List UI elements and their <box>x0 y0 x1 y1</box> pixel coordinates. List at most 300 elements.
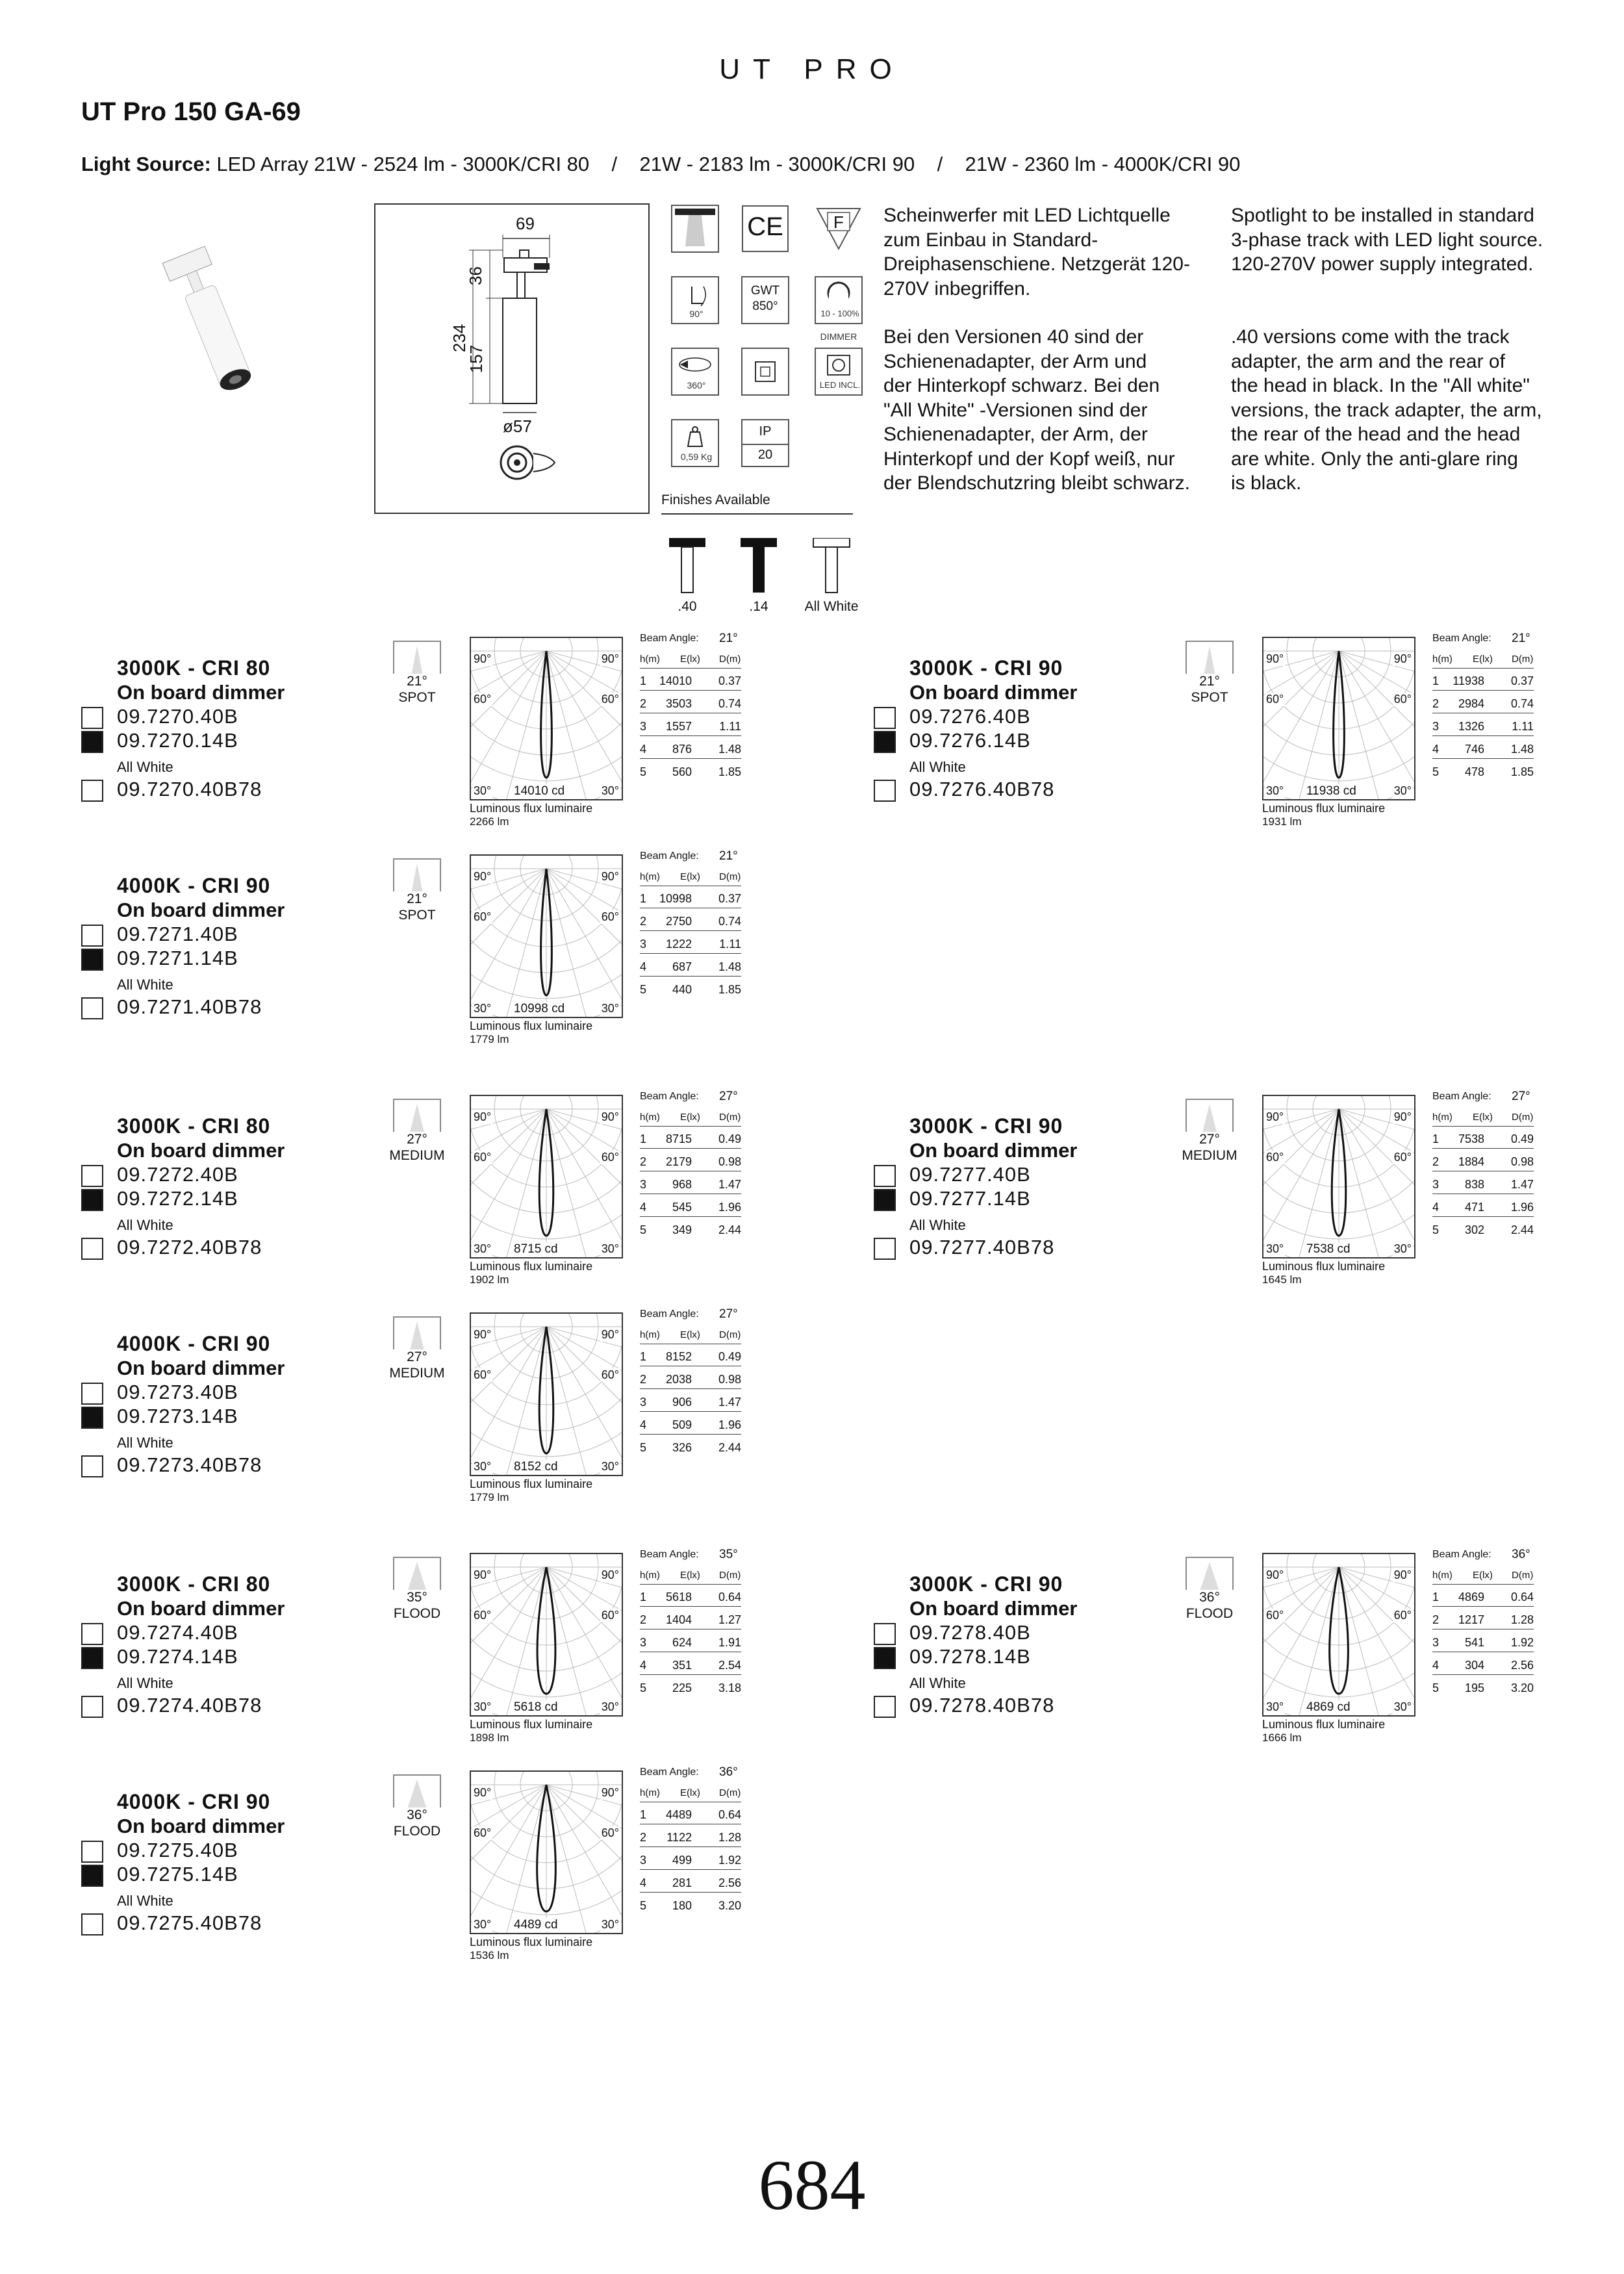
cell-e: 624 <box>672 1636 692 1649</box>
angle-label-60-right: 60° <box>1393 693 1412 706</box>
column-e: E(lx) <box>1473 1112 1493 1123</box>
table-header-row <box>640 1570 741 1585</box>
angle-label-30-left: 30° <box>474 1460 492 1473</box>
cell-h: 2 <box>640 1373 647 1386</box>
cell-e: 180 <box>672 1899 692 1912</box>
finish-checkbox-all-white[interactable] <box>81 997 103 1019</box>
polar-diagram <box>470 1312 623 1476</box>
flux-label: Luminous flux luminaire <box>470 1718 593 1731</box>
flux-label: Luminous flux luminaire <box>470 802 593 815</box>
peak-intensity: 5618 cd <box>514 1700 558 1714</box>
finish-checkbox-all-white[interactable] <box>81 780 103 802</box>
table-row <box>640 1875 741 1893</box>
table-row <box>1432 1222 1534 1239</box>
vertical-rotation-icon: 90° <box>671 276 719 324</box>
product-subtitle: On board dimmer <box>117 899 285 921</box>
angle-label-30-right: 30° <box>1393 784 1412 797</box>
finish-checkbox-14[interactable] <box>81 949 103 971</box>
product-title: 4000K - CRI 90 <box>117 1332 271 1355</box>
finish-checkbox-14[interactable] <box>81 1189 103 1211</box>
finish-checkbox-all-white[interactable] <box>874 1696 896 1718</box>
column-e: E(lx) <box>1473 654 1493 665</box>
product-subtitle: On board dimmer <box>117 681 285 704</box>
angle-label-60-left: 60° <box>474 1609 492 1622</box>
finish-checkbox-14[interactable] <box>81 1407 103 1429</box>
beam-angle-label: Beam Angle: <box>1432 1549 1491 1560</box>
finish-checkbox-14[interactable] <box>874 1189 896 1211</box>
beam-angle-value: 35° <box>719 1548 738 1561</box>
cell-h: 4 <box>640 1418 647 1431</box>
flux-value: 1898 lm <box>470 1731 509 1744</box>
angle-label-60-left: 60° <box>474 693 492 706</box>
finish-checkbox-40[interactable] <box>81 1841 103 1863</box>
cell-d: 0.64 <box>718 1808 741 1821</box>
angle-label-90-right: 90° <box>601 1328 619 1341</box>
cell-d: 1.85 <box>1510 765 1534 778</box>
description-en-2: .40 versions come with the track adapter, the arm and the rear of the head in black. In the "All white" versions, the track adapter, the arm, the rear of the head and the head are white. Only the anti-glare ring is black. <box>1231 326 1542 494</box>
angle-label-90-left: 90° <box>474 1786 492 1799</box>
finish-checkbox-14[interactable] <box>81 1865 103 1887</box>
ip-rating-icon: IP 20 <box>741 419 789 467</box>
cell-d: 1.47 <box>1510 1178 1534 1191</box>
cell-d: 1.11 <box>1512 720 1534 733</box>
cell-e: 838 <box>1464 1178 1484 1191</box>
cell-d: 0.37 <box>1510 674 1534 687</box>
flux-label: Luminous flux luminaire <box>470 1260 593 1273</box>
finish-checkbox-40[interactable] <box>874 707 896 729</box>
dim-width: 69 <box>516 214 535 233</box>
cell-d: 1.48 <box>1510 743 1534 756</box>
peak-intensity: 8715 cd <box>514 1242 558 1256</box>
angle-label-30-right: 30° <box>1393 1700 1412 1713</box>
angle-label-90-right: 90° <box>601 870 619 883</box>
cell-e: 14010 <box>659 674 692 687</box>
all-white-label: All White <box>117 1893 173 1909</box>
peak-intensity: 8152 cd <box>514 1460 558 1474</box>
cell-h: 1 <box>640 1350 647 1363</box>
angle-label-90-right: 90° <box>1393 1568 1412 1581</box>
cell-e: 225 <box>672 1681 692 1694</box>
product-code-all-white: 09.7273.40B78 <box>117 1453 262 1476</box>
finish-label-40: .40 <box>678 599 697 614</box>
cell-h: 3 <box>1432 1178 1440 1191</box>
finish-checkbox-40[interactable] <box>81 1623 103 1645</box>
finish-checkbox-40[interactable] <box>81 707 103 729</box>
finish-checkbox-all-white[interactable] <box>81 1238 103 1260</box>
cell-d: 1.48 <box>718 960 741 973</box>
dimmer-icon: 10 - 100% <box>815 276 863 324</box>
finish-checkbox-all-white[interactable] <box>81 1455 103 1477</box>
separator: / <box>611 153 618 175</box>
cell-d: 1.92 <box>718 1854 741 1867</box>
table-row <box>640 1131 741 1149</box>
flux-value: 1931 lm <box>1262 815 1302 828</box>
angle-label-90-right: 90° <box>601 652 619 665</box>
angle-label-30-right: 30° <box>601 1242 619 1255</box>
column-h: h(m) <box>640 1329 660 1340</box>
peak-intensity: 4869 cd <box>1306 1700 1351 1714</box>
finish-checkbox-14[interactable] <box>874 731 896 753</box>
beam-angle-label: Beam Angle: <box>640 633 699 644</box>
product-code-all-white: 09.7274.40B78 <box>117 1694 262 1717</box>
page-number: 684 <box>758 2145 866 2225</box>
beam-angle-label: Beam Angle: <box>640 1091 699 1102</box>
cell-h: 2 <box>640 1155 647 1168</box>
cell-h: 5 <box>1432 1681 1440 1694</box>
column-d: D(m) <box>719 1787 741 1798</box>
all-white-label: All White <box>117 977 173 993</box>
column-e: E(lx) <box>1473 1570 1493 1581</box>
model-title: UT Pro 150 GA-69 <box>81 97 301 126</box>
beam-degree: 21° <box>393 674 441 689</box>
all-white-label: All White <box>117 759 173 775</box>
column-h: h(m) <box>1432 1112 1453 1123</box>
cell-h: 5 <box>640 1899 647 1912</box>
angle-label-30-left: 30° <box>1266 1242 1284 1255</box>
table-row <box>640 1830 741 1847</box>
product-code-40: 09.7271.40B <box>117 923 238 945</box>
weight-icon: 0,59 Kg <box>671 419 719 467</box>
product-code-40: 09.7273.40B <box>117 1381 238 1403</box>
beam-angle-label: Beam Angle: <box>640 1767 699 1778</box>
table-row <box>1432 696 1534 713</box>
flux-value: 2266 lm <box>470 815 509 828</box>
product-title: 3000K - CRI 90 <box>909 1114 1063 1138</box>
polar-diagram <box>1262 637 1415 800</box>
beam-degree: 27° <box>393 1349 441 1365</box>
cell-e: 11938 <box>1453 674 1484 687</box>
flux-label: Luminous flux luminaire <box>1262 1260 1386 1273</box>
table-row <box>640 1898 741 1915</box>
table-row <box>1432 673 1534 691</box>
beam-degree: 36° <box>1186 1590 1234 1605</box>
f-mark-icon: F <box>815 205 863 253</box>
polar-diagram <box>470 1095 623 1258</box>
flux-label: Luminous flux luminaire <box>1262 1718 1386 1731</box>
table-row <box>1432 1199 1534 1217</box>
angle-label-90-left: 90° <box>474 870 492 883</box>
product-code-40: 09.7270.40B <box>117 705 238 728</box>
cell-e: 1217 <box>1458 1613 1484 1626</box>
cell-e: 509 <box>672 1418 692 1431</box>
cell-d: 3.20 <box>718 1899 741 1912</box>
finishes-title: Finishes Available <box>661 492 770 507</box>
cell-h: 5 <box>640 1223 647 1236</box>
cell-e: 326 <box>672 1441 692 1454</box>
finish-checkbox-all-white[interactable] <box>874 780 896 802</box>
product-code-14: 09.7276.14B <box>909 729 1031 752</box>
angle-label-60-right: 60° <box>601 1368 619 1381</box>
table-row <box>640 1680 741 1697</box>
beam-type: FLOOD <box>393 1606 441 1621</box>
flux-value: 1902 lm <box>470 1273 509 1286</box>
beam-angle-value: 27° <box>719 1090 738 1103</box>
column-d: D(m) <box>719 1329 741 1340</box>
cell-h: 1 <box>640 1132 647 1145</box>
column-e: E(lx) <box>680 1787 700 1798</box>
finish-label-all-white: All White <box>804 599 859 614</box>
angle-label-30-right: 30° <box>1393 1242 1412 1255</box>
table-row <box>640 1372 741 1389</box>
finish-label-14: .14 <box>749 599 768 614</box>
table-row <box>1432 1131 1534 1149</box>
cell-e: 195 <box>1464 1681 1484 1694</box>
product-code-all-white: 09.7278.40B78 <box>909 1694 1055 1717</box>
angle-label-30-left: 30° <box>1266 1700 1284 1713</box>
cell-d: 0.37 <box>718 892 741 905</box>
dimmer-label: DIMMER <box>820 331 857 342</box>
angle-label-30-left: 30° <box>474 1700 492 1713</box>
cell-d: 1.96 <box>718 1418 741 1431</box>
cell-d: 1.47 <box>718 1178 741 1191</box>
cell-d: 1.85 <box>718 765 741 778</box>
cell-d: 1.92 <box>1510 1636 1534 1649</box>
table-row <box>1432 1657 1534 1675</box>
column-e: E(lx) <box>680 1570 700 1581</box>
table-row <box>640 959 741 977</box>
product-code-14: 09.7275.14B <box>117 1863 238 1885</box>
table-row <box>640 1394 741 1412</box>
cell-d: 0.49 <box>718 1132 741 1145</box>
product-subtitle: On board dimmer <box>117 1815 285 1837</box>
beam-angle-value: 21° <box>1512 632 1530 645</box>
beam-degree: 36° <box>393 1808 441 1823</box>
cell-h: 4 <box>640 1201 647 1214</box>
cell-h: 4 <box>1432 1201 1440 1214</box>
cell-d: 0.98 <box>1510 1155 1534 1168</box>
cell-d: 2.56 <box>718 1876 741 1889</box>
gwt-icon: GWT 850° <box>741 276 789 324</box>
column-h: h(m) <box>640 871 660 882</box>
finish-checkbox-14[interactable] <box>81 1647 103 1669</box>
table-header-row <box>1432 654 1534 669</box>
finish-checkbox-14[interactable] <box>874 1647 896 1669</box>
angle-label-90-left: 90° <box>1266 1568 1284 1581</box>
table-row <box>1432 1680 1534 1697</box>
cell-h: 1 <box>1432 1132 1440 1145</box>
cell-e: 2179 <box>665 1155 692 1168</box>
angle-label-60-left: 60° <box>474 1826 492 1839</box>
beam-angle-value: 21° <box>719 632 738 645</box>
product-code-40: 09.7276.40B <box>909 705 1031 728</box>
light-source-option-2: 21W - 2183 lm - 3000K/CRI 90 <box>639 153 915 175</box>
finish-checkbox-all-white[interactable] <box>874 1238 896 1260</box>
product-code-all-white: 09.7272.40B78 <box>117 1236 262 1258</box>
angle-label-60-left: 60° <box>474 1151 492 1164</box>
product-code-all-white: 09.7271.40B78 <box>117 995 262 1018</box>
product-subtitle: On board dimmer <box>909 1139 1078 1162</box>
angle-label-90-right: 90° <box>601 1568 619 1581</box>
finish-checkbox-40[interactable] <box>81 1165 103 1187</box>
flux-label: Luminous flux luminaire <box>1262 802 1386 815</box>
peak-intensity: 4489 cd <box>514 1918 558 1932</box>
cell-e: 3503 <box>665 697 692 710</box>
table-row <box>640 1417 741 1435</box>
product-code-14: 09.7277.14B <box>909 1187 1031 1210</box>
divider <box>661 513 853 515</box>
square-icon <box>741 348 789 396</box>
polar-diagram <box>470 1553 623 1717</box>
all-white-label: All White <box>909 1217 966 1233</box>
column-e: E(lx) <box>680 1329 700 1340</box>
cell-h: 3 <box>640 938 647 951</box>
beam-degree: 35° <box>393 1590 441 1605</box>
flux-label: Luminous flux luminaire <box>470 1935 593 1948</box>
description-de-1: Scheinwerfer mit LED Lichtquelle zum Einbau in Standard- Dreiphasenschiene. Netzgerät 120- 270V inbegriffen. <box>883 205 1190 300</box>
polar-diagram <box>470 854 623 1018</box>
column-e: E(lx) <box>680 871 700 882</box>
angle-label-90-left: 90° <box>474 652 492 665</box>
polar-diagram <box>470 1770 623 1934</box>
table-row <box>640 741 741 759</box>
cell-h: 4 <box>1432 743 1440 756</box>
cell-h: 5 <box>1432 1223 1440 1236</box>
cell-h: 1 <box>1432 1591 1440 1603</box>
cell-h: 2 <box>1432 1155 1440 1168</box>
cell-h: 2 <box>640 1613 647 1626</box>
cell-d: 3.20 <box>1510 1681 1534 1694</box>
table-row <box>640 1635 741 1652</box>
table-row <box>640 1657 741 1675</box>
all-white-label: All White <box>909 1675 966 1691</box>
cell-d: 1.11 <box>719 720 741 733</box>
dim-diameter: ø57 <box>503 416 532 436</box>
angle-label-90-left: 90° <box>474 1328 492 1341</box>
cell-e: 968 <box>672 1178 692 1191</box>
product-code-all-white: 09.7275.40B78 <box>117 1911 262 1934</box>
product-code-all-white: 09.7277.40B78 <box>909 1236 1055 1258</box>
finish-checkbox-40[interactable] <box>874 1165 896 1187</box>
product-code-14: 09.7274.14B <box>117 1645 238 1668</box>
cell-e: 1326 <box>1458 720 1484 733</box>
table-row <box>640 1199 741 1217</box>
table-row <box>640 913 741 931</box>
table-row <box>640 673 741 691</box>
dim-height-body: 157 <box>466 344 487 374</box>
table-row <box>1432 1612 1534 1629</box>
finish-checkbox-all-white[interactable] <box>81 1913 103 1935</box>
cell-d: 0.74 <box>1510 697 1534 710</box>
angle-label-60-left: 60° <box>1266 1609 1284 1622</box>
polar-diagram <box>470 637 623 800</box>
beam-angle-value: 21° <box>719 849 738 863</box>
cell-e: 1884 <box>1458 1155 1484 1168</box>
angle-label-90-left: 90° <box>474 1568 492 1581</box>
column-d: D(m) <box>1512 1570 1534 1581</box>
all-white-label: All White <box>117 1675 173 1691</box>
finish-checkbox-40[interactable] <box>874 1623 896 1645</box>
angle-label-60-left: 60° <box>474 910 492 923</box>
cell-d: 0.49 <box>1510 1132 1534 1145</box>
product-title: 3000K - CRI 80 <box>117 656 271 680</box>
angle-label-30-left: 30° <box>474 1918 492 1931</box>
angle-label-30-right: 30° <box>601 1002 619 1015</box>
cell-e: 4489 <box>665 1808 692 1821</box>
cell-h: 4 <box>640 960 647 973</box>
cell-d: 0.37 <box>718 674 741 687</box>
product-code-14: 09.7273.14B <box>117 1405 238 1427</box>
angle-label-90-right: 90° <box>1393 652 1412 665</box>
beam-degree: 21° <box>393 891 441 907</box>
cell-e: 876 <box>672 743 692 756</box>
beam-type: SPOT <box>398 690 436 705</box>
column-d: D(m) <box>719 1112 741 1123</box>
cell-e: 7538 <box>1458 1132 1484 1145</box>
product-code-40: 09.7278.40B <box>909 1621 1031 1644</box>
angle-label-60-left: 60° <box>1266 693 1284 706</box>
product-title: 4000K - CRI 90 <box>117 1790 271 1813</box>
flux-value: 1779 lm <box>470 1033 509 1045</box>
table-row <box>1432 1177 1534 1194</box>
product-code-40: 09.7274.40B <box>117 1621 238 1644</box>
led-included-icon: LED INCL. <box>815 348 863 396</box>
cell-e: 10998 <box>659 892 692 905</box>
beam-angle-value: 36° <box>719 1765 738 1779</box>
angle-label-30-left: 30° <box>474 1242 492 1255</box>
cell-e: 1404 <box>665 1613 692 1626</box>
cell-h: 1 <box>640 1591 647 1603</box>
angle-label-90-right: 90° <box>1393 1110 1412 1123</box>
beam-angle-label: Beam Angle: <box>1432 633 1491 644</box>
light-source-label: Light Source: <box>81 153 211 175</box>
finish-checkbox-14[interactable] <box>81 731 103 753</box>
product-title: 3000K - CRI 80 <box>117 1114 271 1138</box>
cell-d: 1.85 <box>718 983 741 996</box>
light-source-option-1: LED Array 21W - 2524 lm - 3000K/CRI 80 <box>216 153 590 175</box>
product-title: 3000K - CRI 80 <box>117 1572 271 1596</box>
product-code-40: 09.7277.40B <box>909 1163 1031 1186</box>
table-row <box>1432 1154 1534 1171</box>
cell-e: 1222 <box>665 938 692 951</box>
flux-label: Luminous flux luminaire <box>470 1019 593 1032</box>
table-row <box>1432 741 1534 759</box>
angle-label-30-right: 30° <box>601 1918 619 1931</box>
cell-d: 0.98 <box>718 1373 741 1386</box>
cell-d: 1.96 <box>1510 1201 1534 1214</box>
product-code-14: 09.7272.14B <box>117 1187 238 1210</box>
finish-checkbox-all-white[interactable] <box>81 1696 103 1718</box>
table-row <box>640 891 741 908</box>
product-code-40: 09.7272.40B <box>117 1163 238 1186</box>
cell-d: 2.44 <box>718 1441 741 1454</box>
angle-label-60-right: 60° <box>1393 1609 1412 1622</box>
cell-h: 3 <box>640 1396 647 1409</box>
table-row <box>640 1852 741 1870</box>
beam-type: SPOT <box>1191 690 1228 705</box>
angle-label-90-left: 90° <box>474 1110 492 1123</box>
table-row <box>1432 764 1534 781</box>
beam-degree: 27° <box>393 1132 441 1147</box>
peak-intensity: 14010 cd <box>514 784 565 798</box>
beam-angle-value: 27° <box>719 1307 738 1321</box>
cell-e: 746 <box>1464 743 1484 756</box>
beam-angle-label: Beam Angle: <box>640 850 699 862</box>
finish-checkbox-40[interactable] <box>81 1383 103 1405</box>
cell-h: 1 <box>640 892 647 905</box>
polar-diagram <box>1262 1553 1415 1717</box>
table-header-row <box>640 1787 741 1802</box>
beam-type: MEDIUM <box>389 1148 445 1163</box>
column-e: E(lx) <box>680 1112 700 1123</box>
table-row <box>640 1807 741 1824</box>
table-row <box>640 696 741 713</box>
column-d: D(m) <box>1512 1112 1534 1123</box>
table-header-row <box>640 871 741 886</box>
ce-mark-icon: CE <box>741 205 789 253</box>
finish-checkbox-40[interactable] <box>81 925 103 947</box>
column-h: h(m) <box>640 1112 660 1123</box>
cell-d: 0.74 <box>718 915 741 928</box>
